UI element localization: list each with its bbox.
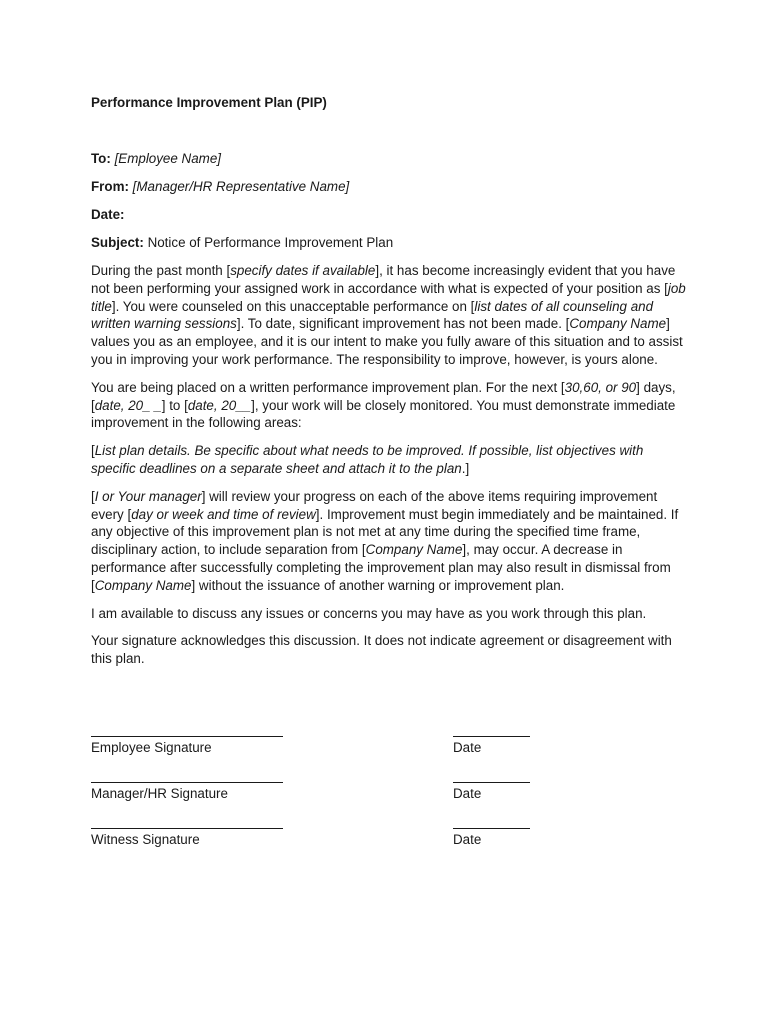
to-value: [Employee Name] [114,151,221,166]
witness-date-label: Date [453,832,482,847]
paragraph-availability [91,605,691,623]
subject-value: Notice of Performance Improvement Plan [147,235,394,250]
manager-date-line [453,768,530,783]
body-text: ] values you as an employee, and it is our intent to make you fully aware of this situation and to assist you in improving your work performance. The responsibility to improve, however, is yours alone. [91,316,683,367]
body-text: ], it has become increasingly evident that you have not been performing your assigned work in accordance with what is expected of your position as [ [91,263,676,296]
placeholder-text: day or week and time of review [131,506,316,522]
employee-signature-label: Employee Signature [91,740,212,755]
date-line [91,206,691,224]
body-text: ]. You were counseled on this unacceptable performance on [ [111,298,475,314]
body-text: ], may occur. A decrease in performance after successfully completing the improvement plan may also result in dismissal from [ [91,542,671,593]
witness-date-line [453,814,530,829]
employee-date-label: Date [453,740,482,755]
placeholder-text: job title [91,280,686,314]
body-text: ] to [ [161,397,188,413]
employee-date-line [453,722,530,737]
body-text: [ [91,443,95,459]
witness-signature-row [91,814,571,860]
to-label: To: [91,151,111,166]
placeholder-text: date, 20__ [187,397,252,413]
to-line [91,150,691,168]
body-text: During the past month [ [91,263,231,278]
placeholder-text: Company Name [365,542,463,558]
body-text: Your signature acknowledges this discussion. It does not indicate agreement or disagreement with this plan. [91,633,672,667]
memo-header [91,150,691,252]
from-label: From: [91,179,129,194]
placeholder-text: list dates of all counseling and written warning sessions [91,298,654,332]
body-text: I am available to discuss any issues or concerns you may have as you work through this plan. [91,605,647,621]
date-label: Date: [91,207,125,222]
paragraph-review [91,488,691,595]
manager-signature-label: Manager/HR Signature [91,786,228,801]
manager-signature-row [91,768,571,814]
body-text: .] [461,460,470,476]
document-title: Performance Improvement Plan (PIP) [91,95,327,110]
placeholder-text: 30,60, or 90 [564,379,637,395]
document-body [91,94,691,678]
body-text: ]. Improvement must begin immediately and be maintained. If any objective of this improvement plan is not met at any time during the specified time frame, disciplinary action, to include separation from [ [91,506,679,558]
paragraph-past-month [91,262,691,369]
manager-signature-line [91,768,283,783]
placeholder-text: Company Name [569,316,667,332]
manager-date-label: Date [453,786,482,801]
employee-signature-line [91,722,283,737]
witness-signature-line [91,814,283,829]
paragraph-plan-details [91,442,691,478]
subject-label: Subject: [91,235,144,250]
paragraph-acknowledgement [91,632,691,668]
body-text: [ [91,488,95,504]
body-text: ] without the issuance of another warning or improvement plan. [191,577,565,593]
paragraph-plan-period [91,379,691,432]
body-text: ]. To date, significant improvement has not been made. [ [236,316,570,332]
witness-signature-label: Witness Signature [91,832,200,847]
body-text: ], your work will be closely monitored. You must demonstrate immediate improvement in the following areas: [91,397,676,431]
body-text: ] days, [ [91,379,676,413]
body-text: ] will review your progress on each of the above items requiring improvement every [ [91,488,658,522]
placeholder-text: date, 20_ _ [94,397,162,413]
placeholder-text: I or Your manager [94,488,202,504]
employee-signature-row [91,722,571,768]
placeholder-text: specify dates if available [230,263,376,278]
from-line [91,178,691,196]
signature-block [91,722,571,860]
from-value: [Manager/HR Representative Name] [132,179,350,194]
placeholder-text: List plan details. Be specific about what needs to be improved. If possible, list objectives with specific deadlines on a separate sheet and attach it to the plan [91,443,644,476]
subject-line [91,234,691,252]
placeholder-text: Company Name [94,577,192,593]
body-text: You are being placed on a written performance improvement plan. For the next [ [91,379,565,395]
